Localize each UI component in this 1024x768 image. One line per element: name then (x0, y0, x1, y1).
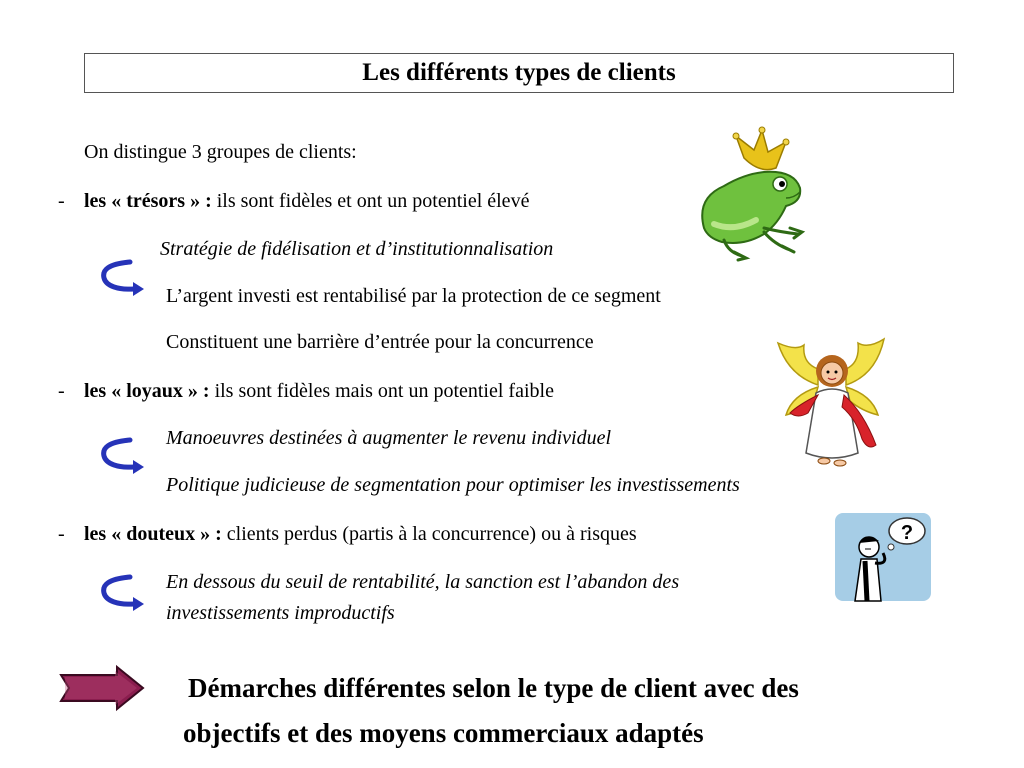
bullet-dash: - (58, 523, 65, 545)
bullet-dash: - (58, 380, 65, 402)
conclusion-line1: Démarches différentes selon le type de client avec des (188, 673, 799, 703)
intro-text: On distingue 3 groupes de clients: (84, 141, 357, 163)
thinking-man-icon (835, 513, 931, 601)
group-douteux (84, 522, 637, 546)
group-tresors (84, 189, 529, 213)
strategy-text-line2: investissements improductifs (166, 602, 395, 624)
conclusion-line2: objectifs et des moyens commerciaux adaptés (183, 718, 704, 748)
curved-arrow-icon (100, 573, 148, 613)
group-desc: ils sont fidèles et ont un potentiel élevé (216, 190, 530, 212)
doubter-panel (835, 513, 931, 601)
frog-icon (694, 128, 810, 263)
curved-arrow-icon (100, 258, 148, 298)
angel-icon (778, 335, 886, 475)
point-text: Constituent une barrière d’entrée pour la concurrence (166, 331, 594, 353)
page-title-text: Les différents types de clients (362, 59, 676, 86)
bullet-dash: - (58, 190, 65, 212)
curved-arrow-icon (100, 436, 148, 476)
group-name: les « loyaux » : (84, 380, 210, 402)
group-desc: clients perdus (partis à la concurrence) ou à risques (226, 523, 637, 545)
point-text: L’argent investi est rentabilisé par la protection de ce segment (166, 285, 661, 307)
page-title (84, 53, 954, 93)
strategy-text: En dessous du seuil de rentabilité, la sanction est l’abandon des (166, 571, 680, 593)
group-desc: ils sont fidèles mais ont un potentiel faible (214, 380, 554, 402)
strategy-text: Manoeuvres destinées à augmenter le revenu individuel (166, 427, 612, 449)
point-text: Politique judicieuse de segmentation pour optimiser les investissements (166, 474, 740, 496)
strategy-text: Stratégie de fidélisation et d’institutionnalisation (160, 238, 554, 260)
group-loyaux (84, 379, 554, 403)
right-arrow-icon (57, 665, 147, 711)
group-name: les « douteux » : (84, 523, 222, 545)
question-mark: ? (900, 522, 914, 544)
group-name: les « trésors » : (84, 190, 212, 212)
